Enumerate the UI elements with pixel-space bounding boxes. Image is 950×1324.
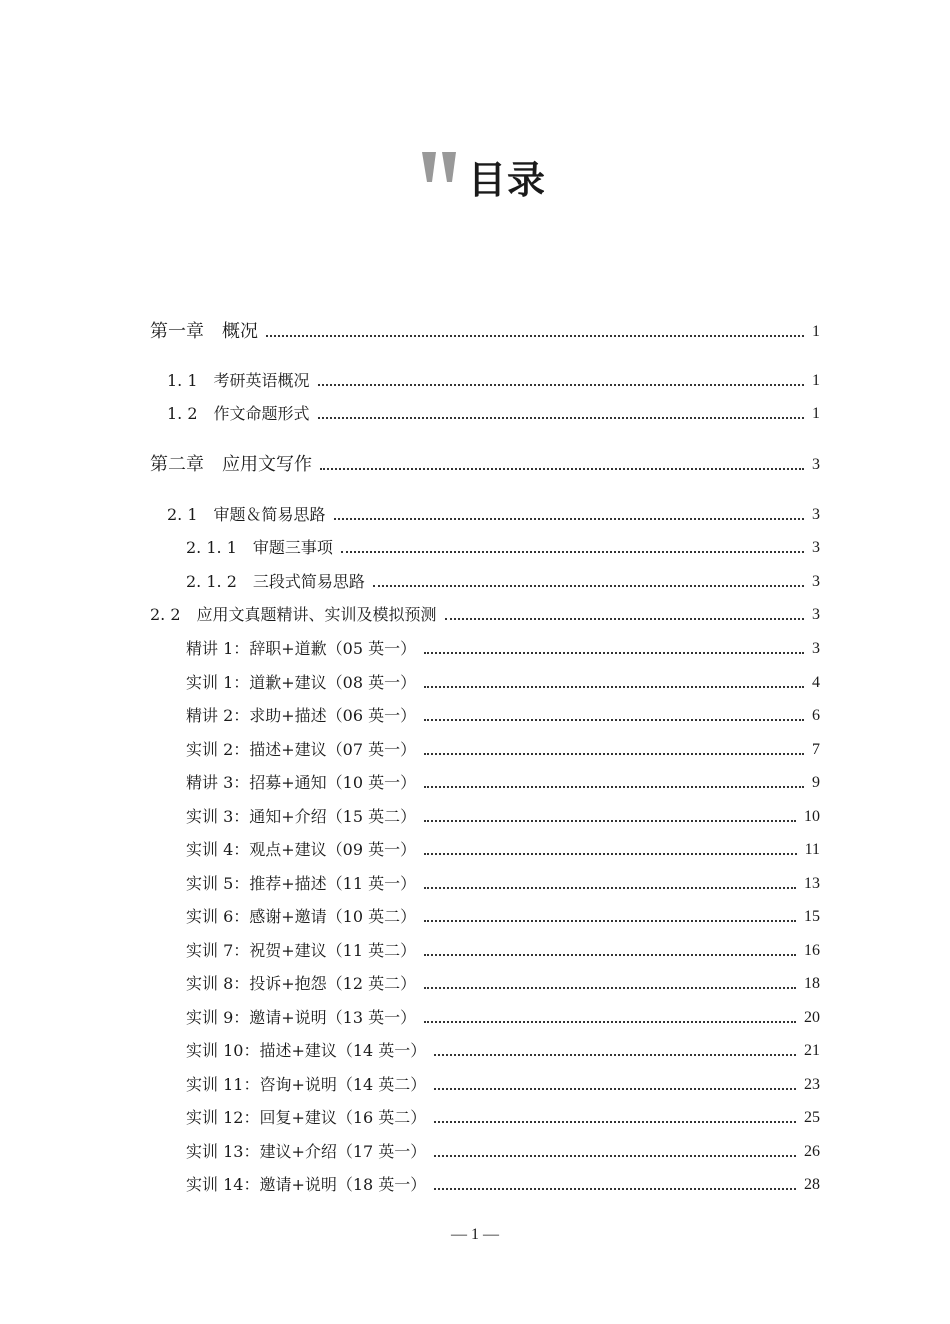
leader-dots [373, 585, 804, 587]
toc-label: 2. 2 应用文真题精讲、实训及模拟预测 [150, 605, 437, 624]
toc-page: 3 [812, 573, 820, 590]
toc-page: 7 [812, 741, 820, 758]
toc-label: 实训 10：描述+建议（14 英一） [186, 1041, 427, 1060]
toc-page: 23 [804, 1076, 820, 1093]
toc-label: 实训 4：观点+建议（09 英一） [186, 840, 417, 859]
toc-page: 9 [812, 774, 820, 791]
toc-label: 第二章 应用文写作 [150, 454, 312, 475]
leader-dots [424, 786, 804, 788]
toc-entry[interactable] [186, 804, 820, 830]
toc-page: 1 [812, 405, 820, 422]
toc-label: 1. 2 作文命题形式 [167, 404, 310, 423]
toc-entry[interactable] [186, 670, 820, 696]
toc-label: 精讲 3：招募+通知（10 英一） [186, 773, 417, 792]
toc-entry[interactable] [186, 971, 820, 997]
toc-page: 6 [812, 707, 820, 724]
leader-dots [424, 820, 796, 822]
leader-dots [434, 1155, 796, 1157]
toc-chapter-2[interactable] [150, 452, 820, 478]
toc-label: 实训 6：感谢+邀请（10 英二） [186, 907, 417, 926]
toc-page: 18 [804, 975, 820, 992]
toc-entry[interactable] [186, 938, 820, 964]
toc-page: 11 [804, 841, 820, 858]
quote-mark-icon [420, 150, 462, 184]
toc-page: 3 [812, 456, 820, 473]
page-number-footer: — 1 — [451, 1226, 499, 1243]
leader-dots [424, 887, 796, 889]
toc-page: 10 [804, 808, 820, 825]
toc-label: 实训 1：道歉+建议（08 英一） [186, 673, 417, 692]
toc-page: 21 [804, 1042, 820, 1059]
leader-dots [434, 1121, 796, 1123]
leader-dots [424, 652, 804, 654]
toc-label: 精讲 1：辞职+道歉（05 英一） [186, 639, 417, 658]
leader-dots [318, 384, 804, 386]
toc-label: 2. 1 审题＆简易思路 [167, 505, 326, 524]
toc-page: 3 [812, 539, 820, 556]
toc-entry[interactable] [186, 770, 820, 796]
toc-entry[interactable] [186, 1072, 820, 1098]
leader-dots [424, 719, 804, 721]
toc-page: 3 [812, 506, 820, 523]
toc-page: 28 [804, 1176, 820, 1193]
toc-label: 第一章 概况 [150, 321, 258, 342]
toc-entry[interactable] [186, 703, 820, 729]
toc-label: 实训 5：推荐+描述（11 英一） [186, 874, 417, 893]
toc-label: 实训 7：祝贺+建议（11 英二） [186, 941, 417, 960]
leader-dots [320, 468, 804, 470]
toc-entry[interactable] [186, 1038, 820, 1064]
toc-label: 实训 14：邀请+说明（18 英一） [186, 1175, 427, 1194]
toc-entry[interactable] [186, 904, 820, 930]
toc-label: 实训 9：邀请+说明（13 英一） [186, 1008, 417, 1027]
leader-dots [318, 417, 804, 419]
toc-page: 4 [812, 674, 820, 691]
toc-label: 1. 1 考研英语概况 [167, 371, 310, 390]
toc-label: 实训 12：回复+建议（16 英二） [186, 1108, 427, 1127]
toc-page: 20 [804, 1009, 820, 1026]
toc-entry[interactable] [186, 1105, 820, 1131]
leader-dots [424, 920, 796, 922]
toc-page: 16 [804, 942, 820, 959]
leader-dots [341, 551, 804, 553]
toc-label: 实训 2：描述+建议（07 英一） [186, 740, 417, 759]
toc-page: 13 [804, 875, 820, 892]
toc-entry[interactable] [186, 1139, 820, 1165]
toc-label: 实训 8：投诉+抱怨（12 英二） [186, 974, 417, 993]
leader-dots [424, 853, 796, 855]
toc-entry[interactable] [186, 1005, 820, 1031]
toc-page: 3 [812, 606, 820, 623]
toc-section-2-1-1[interactable] [186, 535, 820, 561]
page-title: 目录 [468, 158, 547, 202]
leader-dots [266, 335, 804, 337]
leader-dots [424, 987, 796, 989]
toc-entry[interactable] [186, 837, 820, 863]
leader-dots [424, 954, 796, 956]
toc-section-1-1[interactable] [167, 368, 820, 394]
toc-label: 实训 11：咨询+说明（14 英二） [186, 1075, 427, 1094]
toc-label: 2. 1. 1 审题三事项 [186, 538, 333, 557]
toc-page: 1 [812, 372, 820, 389]
toc-entry[interactable] [186, 737, 820, 763]
leader-dots [424, 753, 804, 755]
toc-page: 1 [812, 323, 820, 340]
leader-dots [334, 518, 804, 520]
toc-page: 15 [804, 908, 820, 925]
toc-entry[interactable] [186, 1172, 820, 1198]
toc-page: 26 [804, 1143, 820, 1160]
toc-page: 3 [812, 640, 820, 657]
leader-dots [445, 618, 804, 620]
toc-label: 精讲 2：求助+描述（06 英一） [186, 706, 417, 725]
toc-entry[interactable] [186, 871, 820, 897]
leader-dots [424, 686, 804, 688]
leader-dots [434, 1188, 796, 1190]
leader-dots [434, 1054, 796, 1056]
toc-section-2-1-2[interactable] [186, 569, 820, 595]
toc-section-2-1[interactable] [167, 502, 820, 528]
toc-label: 实训 13：建议+介绍（17 英一） [186, 1142, 427, 1161]
page-title-block [420, 146, 546, 206]
leader-dots [424, 1021, 796, 1023]
leader-dots [434, 1088, 796, 1090]
toc-section-2-2[interactable] [150, 602, 820, 628]
toc-label: 2. 1. 2 三段式简易思路 [186, 572, 365, 591]
toc-chapter-1[interactable] [150, 319, 820, 345]
toc-label: 实训 3：通知+介绍（15 英二） [186, 807, 417, 826]
toc-section-1-2[interactable] [167, 401, 820, 427]
toc-page: 25 [804, 1109, 820, 1126]
toc-entry[interactable] [186, 636, 820, 662]
